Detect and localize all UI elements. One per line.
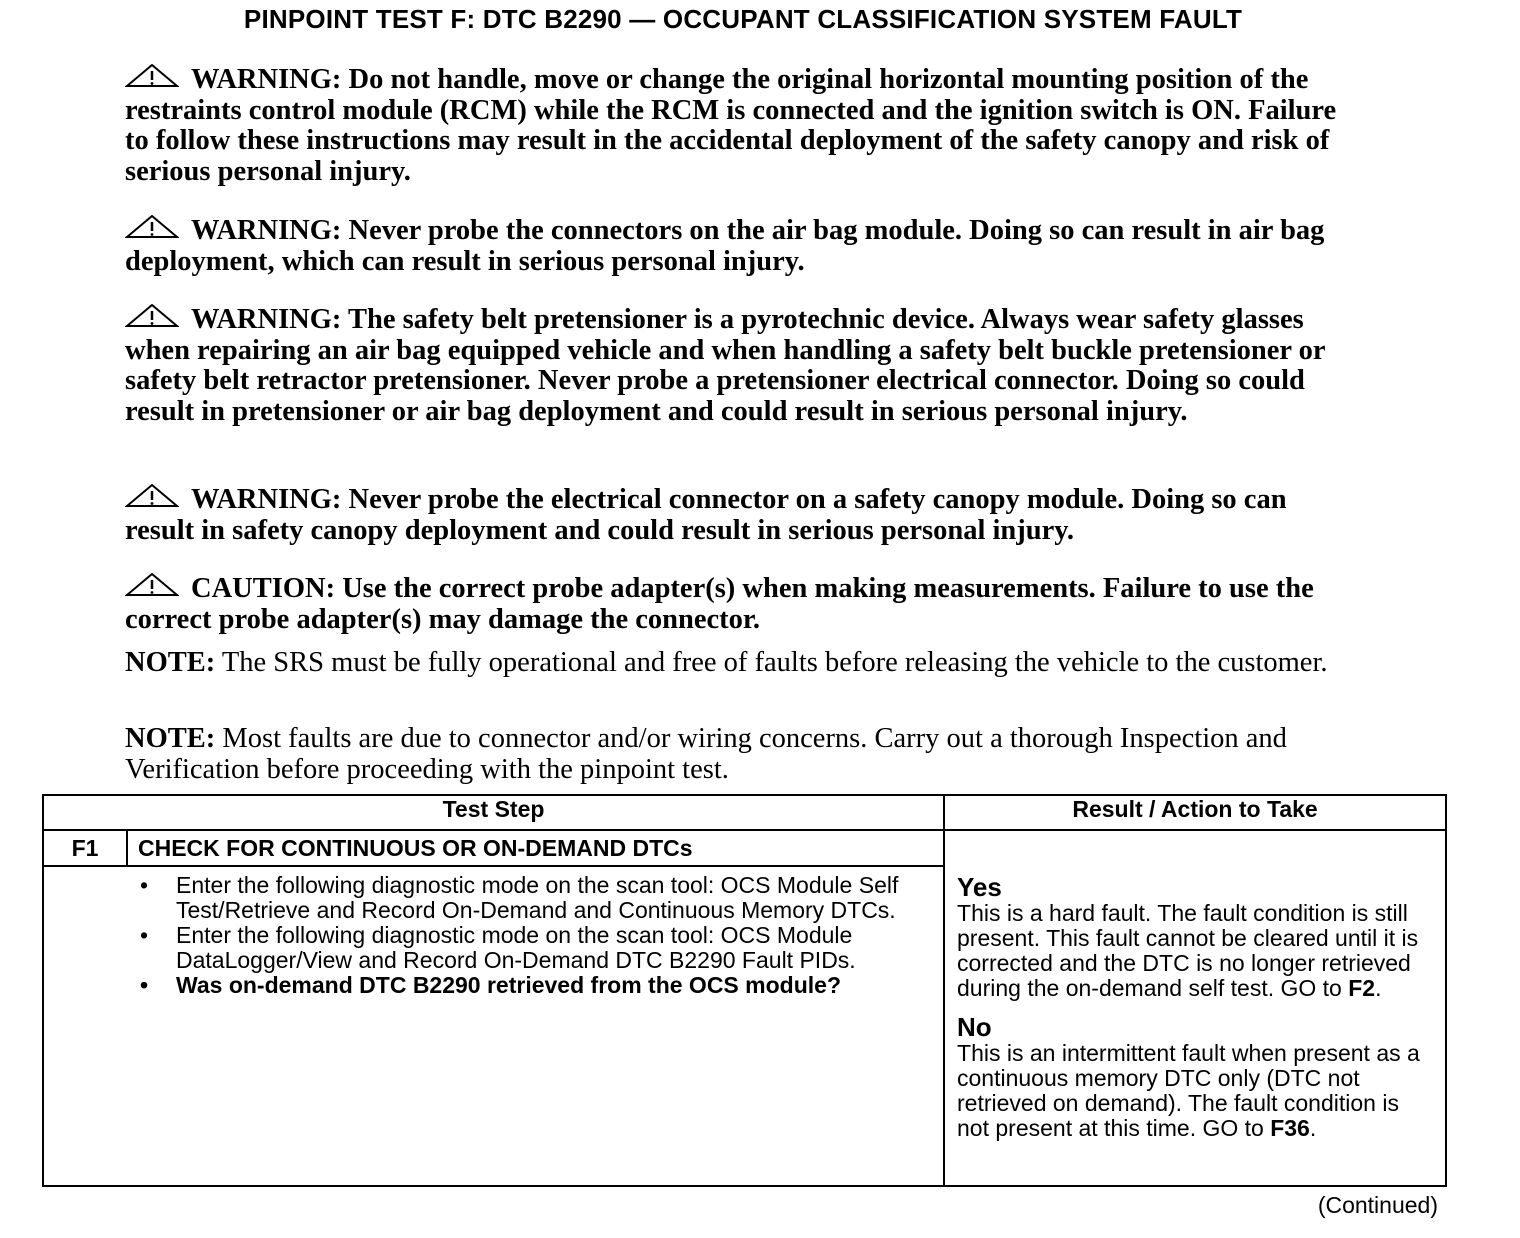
result-yes-text: This is a hard fault. The fault condition is still present. This fault cannot be cleared until it is corrected and the DTC is no longer retrieved during the on-demand self test. GO to xyxy=(957,900,1419,1001)
warning-triangle-icon xyxy=(125,64,191,86)
note-text: Most faults are due to connector and/or wiring concerns. Carry out a thorough Inspection and Verification before proceeding with the pinpoint test. xyxy=(125,723,1287,785)
step-instructions xyxy=(43,866,944,1186)
header-test-step: Test Step xyxy=(43,795,944,830)
period: . xyxy=(1375,975,1382,1001)
warning-triangle-icon xyxy=(125,573,191,595)
list-item: • Enter the following diagnostic mode on the scan tool: OCS Module DataLogger/View and Record On-Demand DTC B2290 Fault PIDs. xyxy=(176,923,943,973)
caution-text: CAUTION: Use the correct probe adapter(s) when making measurements. Failure to use the correct probe adapter(s) may damage the connector. xyxy=(125,573,1314,635)
warning-text: WARNING: Never probe the connectors on the air bag module. Doing so can result in air bag deployment, which can result in serious personal injury. xyxy=(125,215,1325,277)
warning-text: WARNING: Never probe the electrical connector on a safety canopy module. Doing so can result in safety canopy deployment and could result in serious personal injury. xyxy=(125,484,1287,546)
page-title: PINPOINT TEST F: DTC B2290 — OCCUPANT CLASSIFICATION SYSTEM FAULT xyxy=(243,4,1243,34)
note-label: NOTE: xyxy=(125,647,216,678)
warning-text: WARNING: Do not handle, move or change the original horizontal mounting position of the restraints control module (RCM) while the RCM is connected and the ignition switch is ON. Failure to follow these instructions may result in the accidental deployment of the safety canopy and risk of serious personal injury. xyxy=(125,64,1337,187)
step-bullet-list xyxy=(44,867,943,998)
note-faults xyxy=(125,724,1355,785)
note-srs xyxy=(125,648,1355,679)
result-yes-goto: F2 xyxy=(1348,975,1376,1001)
continued-label: (Continued) xyxy=(1317,1192,1438,1218)
list-item-question: • Was on-demand DTC B2290 retrieved from the OCS module? xyxy=(176,973,943,998)
note-text: The SRS must be fully operational and free of faults before releasing the vehicle to the customer. xyxy=(215,647,1328,678)
list-item: • Enter the following diagnostic mode on the scan tool: OCS Module Self Test/Retrieve and Record On-Demand and Continuous Memory DTCs. xyxy=(176,873,943,923)
note-label: NOTE: xyxy=(125,723,216,754)
step-title: CHECK FOR CONTINUOUS OR ON-DEMAND DTCs xyxy=(127,830,944,866)
result-no-label: No xyxy=(957,1012,992,1042)
warning-triangle-icon xyxy=(125,304,191,326)
warning-text: WARNING: The safety belt pretensioner is a pyrotechnic device. Always wear safety glasses when repairing an air bag equipped vehicle and when handling a safety belt buckle pretensioner or safety belt retractor pretensioner. Never probe a pretensioner electrical connector. Doing so could result in pretensioner or air bag deployment and could result in serious personal injury. xyxy=(125,304,1326,427)
period: . xyxy=(1309,1115,1317,1141)
warning-rcm xyxy=(125,64,1355,187)
caution-probe-adapter xyxy=(125,573,1355,635)
step-id: F1 xyxy=(43,830,127,866)
result-no-text: This is an intermittent fault when present as a continuous memory DTC only (DTC not retrieved on demand). The fault condition is not present at this time. GO to xyxy=(957,1040,1420,1141)
warning-airbag xyxy=(125,215,1355,277)
warning-triangle-icon xyxy=(125,215,191,237)
header-result: Result / Action to Take xyxy=(944,795,1446,830)
warning-triangle-icon xyxy=(125,484,191,506)
result-cell xyxy=(944,830,1446,1186)
warning-pretensioner xyxy=(125,304,1355,427)
warning-safety-canopy xyxy=(125,484,1355,546)
table-header-row xyxy=(43,795,1446,830)
result-no-goto: F36 xyxy=(1270,1115,1310,1141)
result-yes-label: Yes xyxy=(957,872,1002,902)
table-row xyxy=(43,830,1446,866)
pinpoint-test-table xyxy=(42,794,1447,1187)
